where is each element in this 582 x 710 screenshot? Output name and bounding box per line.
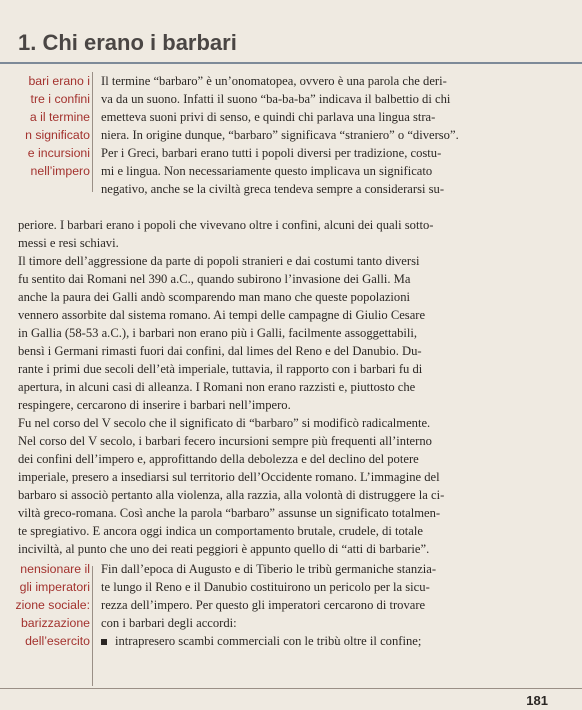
text-line: rante i primi due secoli dell’età imperiale, tuttavia, il rapporto con i barbari fu di	[18, 362, 423, 376]
margin-note: tre i confini	[30, 92, 90, 106]
text-line: anche la paura dei Galli andò scomparendo man mano che queste popolazioni	[18, 290, 411, 304]
text-line: inciviltà, al punto che uno dei reati peggiori è appunto quello di “atti di barbarie”.	[18, 542, 430, 556]
text-line: barbaro si associò pertanto alla violenza, alla razzia, alla volontà di distruggere la ci-	[18, 488, 445, 502]
paragraph-top	[101, 72, 569, 198]
text-line: vennero assorbite dal sistema romano. Ai tempi delle campagne di Giulio Cesare	[18, 308, 426, 322]
text-line: apertura, in alcuni casi di alleanza. I Romani non erano razzisti e, piuttosto che	[18, 380, 416, 394]
margin-note: bari erano i	[28, 74, 90, 88]
text-line: mi e lingua. Non necessariamente questo implicava un significato	[101, 164, 433, 178]
margin-note: a il termine	[29, 110, 90, 124]
margin-note: n significato	[25, 128, 90, 142]
margin-note: gli imperatori	[19, 580, 90, 594]
margin-note: nensionare il	[20, 562, 90, 576]
text-line: imperiale, presero a insediarsi sul territorio dell’Occidente romano. L’immagine del	[18, 470, 440, 484]
paragraph-bottom	[101, 560, 569, 650]
margin-note: e incursioni	[27, 146, 90, 160]
bullet-item	[101, 632, 569, 650]
text-line: con i barbari degli accordi:	[101, 616, 237, 630]
margin-note: zione sociale:	[15, 598, 90, 612]
bullet-text: intrapresero scambi commerciali con le tribù oltre il confine;	[115, 634, 422, 648]
paragraph-main	[18, 216, 569, 558]
text-line: Fin dall’epoca di Augusto e di Tiberio le tribù germaniche stanzia-	[101, 562, 437, 576]
margin-notes-bottom	[0, 560, 90, 650]
text-line: Nel corso del V secolo, i barbari fecero incursioni sempre più frequenti all’interno	[18, 434, 432, 448]
text-line: emetteva suoni privi di senso, e quindi chi parlava una lingua stra-	[101, 110, 436, 124]
bullet-icon	[101, 639, 107, 645]
margin-note: nell’impero	[30, 164, 90, 178]
margin-note: barizzazione	[20, 616, 90, 630]
text-line: va da un suono. Infatti il suono “ba-ba-ba” indicava il balbettio di chi	[101, 92, 451, 106]
chapter-title: 1. Chi erano i barbari	[18, 30, 237, 55]
text-line: te lungo il Reno e il Danubio costituirono un pericolo per la sicu-	[101, 580, 430, 594]
title-divider	[0, 62, 582, 64]
text-line: dei confini dell’impero e, approfittando della debolezza e del declino del potere	[18, 452, 419, 466]
text-line: fu sentito dai Romani nel 390 a.C., quando subirono l’invasione dei Galli. Ma	[18, 272, 411, 286]
footer-divider	[0, 688, 582, 689]
text-line: respingere, cercarono di inserire i barbari nell’impero.	[18, 398, 291, 412]
text-line: rezza dell’impero. Per questo gli imperatori cercarono di trovare	[101, 598, 426, 612]
text-line: bensì i Germani rimasti fuori dai confini, dal limes del Reno e del Danubio. Du-	[18, 344, 422, 358]
text-line: viltà greco-romana. Così anche la parola “barbaro” assunse un significato totalmen-	[18, 506, 441, 520]
margin-divider-top	[92, 72, 93, 192]
page-number: 181	[526, 693, 548, 708]
text-line: Per i Greci, barbari erano tutti i popoli diversi per tradizione, costu-	[101, 146, 442, 160]
text-line: messi e resi schiavi.	[18, 236, 119, 250]
text-line: Fu nel corso del V secolo che il significato di “barbaro” si modificò radicalmente.	[18, 416, 431, 430]
text-line: negativo, anche se la civiltà greca tendeva sempre a considerarsi su-	[101, 182, 445, 196]
text-line: niera. In origine dunque, “barbaro” significava “straniero” o “diverso”.	[101, 128, 459, 142]
margin-note: dell’esercito	[25, 634, 90, 648]
text-line: Il termine “barbaro” è un’onomatopea, ovvero è una parola che deri-	[101, 74, 447, 88]
margin-notes-top	[0, 72, 90, 180]
text-line: te spregiativo. E ancora oggi indica un comportamento brutale, crudele, di totale	[18, 524, 423, 538]
text-line: periore. I barbari erano i popoli che vivevano oltre i confini, alcuni dei quali sotto-	[18, 218, 434, 232]
text-line: in Gallia (58-53 a.C.), i barbari non erano più i Galli, facilmente assoggettabili,	[18, 326, 418, 340]
text-line: Il timore dell’aggressione da parte di popoli stranieri e dai costumi tanto diversi	[18, 254, 420, 268]
margin-divider-bottom	[92, 566, 93, 686]
